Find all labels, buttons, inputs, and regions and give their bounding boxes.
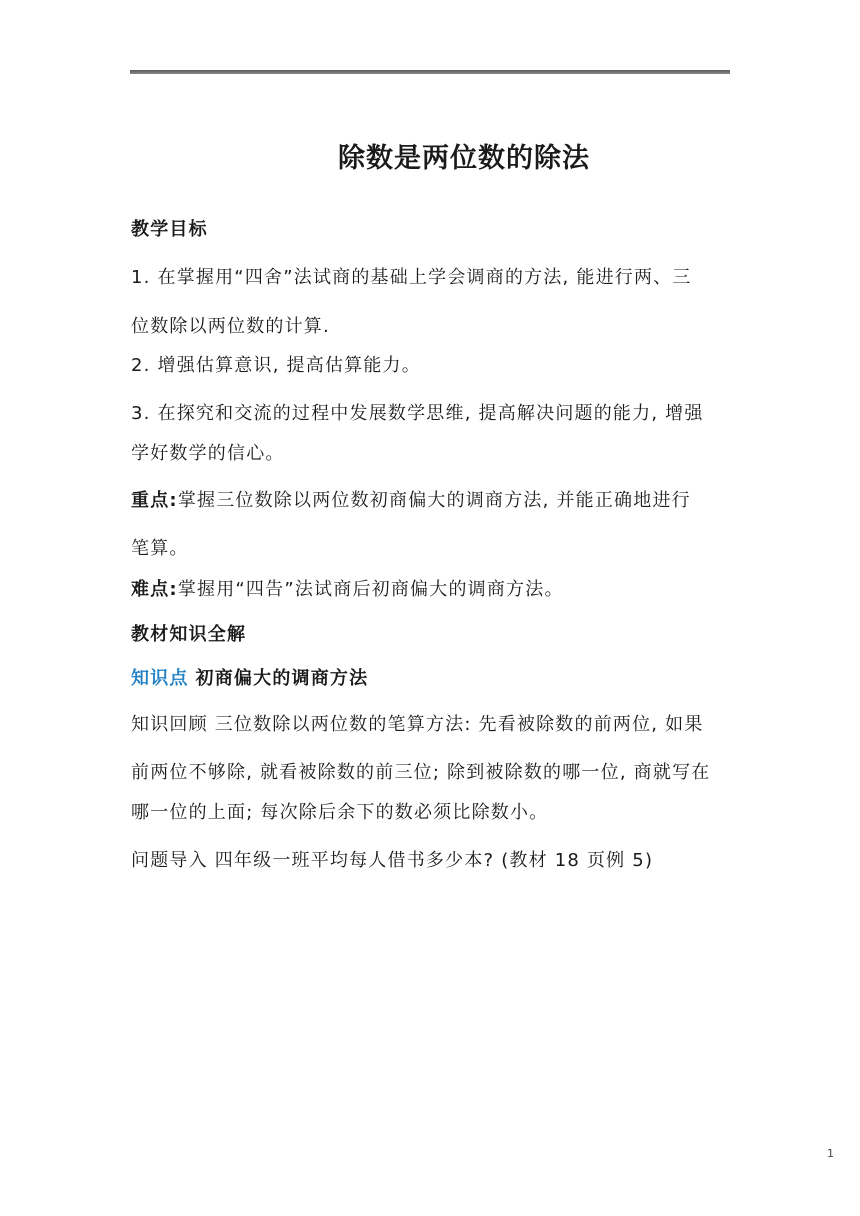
objective-3-line-2: 学好数学的信心。: [131, 443, 285, 464]
document-title: 除数是两位数的除法: [338, 143, 590, 174]
page-number: 1: [827, 1147, 834, 1160]
key-point-text: 掌握三位数除以两位数初商偏大的调商方法, 并能正确地进行: [177, 490, 691, 511]
key-point-line-2: 笔算。: [131, 538, 189, 559]
objective-3-line-1: 3. 在探究和交流的过程中发展数学思维, 提高解决问题的能力, 增强: [131, 403, 704, 424]
header-rule: [130, 70, 730, 74]
objective-1-line-2: 位数除以两位数的计算.: [131, 316, 330, 337]
knowledge-heading: 教材知识全解: [131, 624, 247, 645]
difficulty-text: 掌握用“四告”法试商后初商偏大的调商方法。: [177, 579, 564, 600]
difficulty-label: 难点:: [131, 579, 178, 600]
knowledge-point-label: 知识点: [131, 668, 189, 689]
objectives-heading: 教学目标: [131, 219, 208, 240]
review-line-2: 前两位不够除, 就看被除数的前三位; 除到被除数的哪一位, 商就写在: [131, 762, 711, 783]
knowledge-point-title: 初商偏大的调商方法: [195, 668, 369, 689]
key-point-label: 重点:: [131, 490, 178, 511]
objective-1-line-1: 1. 在掌握用“四舍”法试商的基础上学会调商的方法, 能进行两、三: [131, 267, 692, 288]
review-line-3: 哪一位的上面; 每次除后余下的数必须比除数小。: [131, 802, 549, 823]
objective-2: 2. 增强估算意识, 提高估算能力。: [131, 355, 421, 376]
question-intro: 问题导入 四年级一班平均每人借书多少本? (教材 18 页例 5): [131, 850, 654, 871]
knowledge-point-line: [131, 667, 731, 691]
review-line-1: 知识回顾 三位数除以两位数的笔算方法: 先看被除数的前两位, 如果: [131, 714, 704, 735]
key-point-line-1: [131, 489, 731, 513]
difficulty-line: [131, 578, 731, 602]
